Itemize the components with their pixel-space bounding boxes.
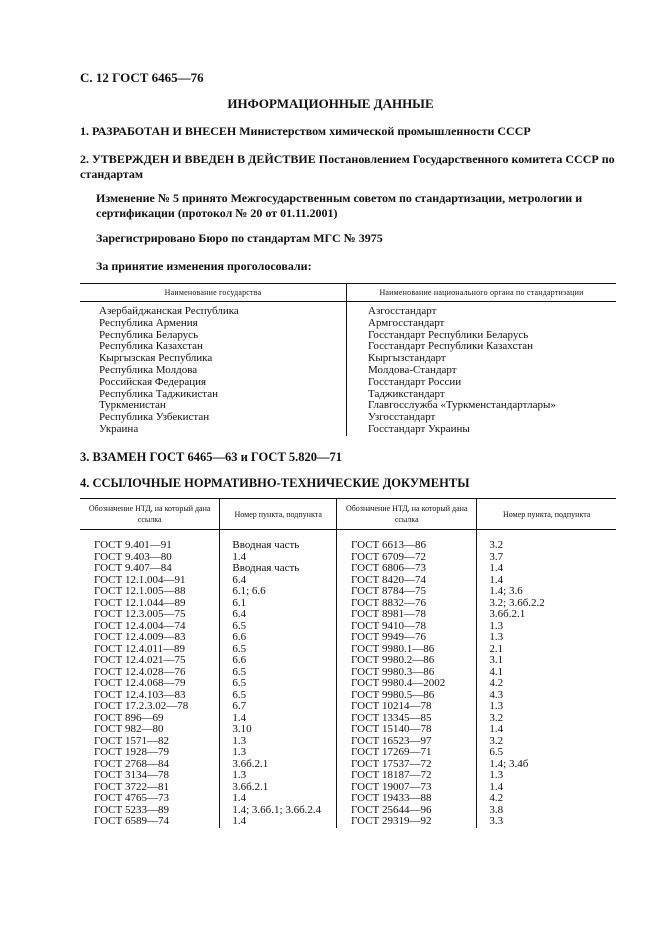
page-header: С. 12 ГОСТ 6465—76 [80, 70, 204, 85]
references-table [80, 498, 616, 828]
paragraph-2 [80, 152, 620, 182]
ref-document: ГОСТ 9949—76 [337, 632, 477, 644]
ref-document: ГОСТ 8420—74 [337, 575, 477, 587]
ref-item-number: 1.4 [489, 723, 504, 735]
paragraph-2-number: 2. [80, 152, 89, 166]
paragraph-2-lead: УТВЕРЖДЕН И ВВЕДЕН В ДЕЙСТВИЕ [92, 152, 316, 166]
ref-item-number: 6.7 [220, 701, 337, 713]
paragraph-1-text: Министерством химической промышленности СССР [236, 124, 531, 138]
voters-row [80, 365, 616, 377]
paragraph-1-number: 1. [80, 124, 89, 138]
ref-item-number: 3.2 [489, 539, 504, 551]
ref-document: ГОСТ 12.4.028—76 [80, 667, 220, 679]
state-name: Республика Беларусь [80, 330, 347, 342]
ref-item-number: 6.5 [220, 644, 337, 656]
section-3: 3. ВЗАМЕН ГОСТ 6465—63 и ГОСТ 5.820—71 [80, 450, 343, 464]
table-row [80, 793, 616, 805]
ref-document: ГОСТ 3722—81 [80, 782, 220, 794]
voters-table [80, 283, 616, 436]
ref-item-number: 3.2 [489, 711, 504, 724]
ref-document: ГОСТ 6709—72 [337, 552, 477, 564]
ref-item-number: 3.1 [489, 654, 504, 666]
registration-note: Зарегистрировано Бюро по стандартам МГС № 3975 [96, 231, 383, 245]
ref-document: ГОСТ 12.4.021—75 [80, 655, 220, 667]
state-name: Кыргызская Республика [80, 353, 347, 365]
ref-item-number: 6.6 [220, 632, 337, 644]
table-row [80, 747, 616, 759]
ref-item-number: 1.3 [220, 736, 337, 748]
standards-body-name: Таджикстандарт [368, 387, 445, 400]
ref-item-number: 1.3 [220, 770, 337, 782]
voters-row [80, 318, 616, 330]
ref-document: ГОСТ 12.4.103—83 [80, 690, 220, 702]
ref-item-number: 6.5 [489, 746, 504, 758]
standards-body-name: Госстандарт Республики Беларусь [368, 328, 529, 341]
voters-header-state: Наименование государства [80, 284, 347, 302]
ref-item-number: 3.10 [220, 724, 337, 736]
ref-item-number: 6.1; 6.6 [220, 586, 337, 598]
ref-document: ГОСТ 1928—79 [80, 747, 220, 759]
ref-item-number: 1.3 [489, 700, 504, 712]
ref-item-number: 4.2 [489, 792, 504, 804]
ref-document: ГОСТ 9.403—80 [80, 552, 220, 564]
standards-body-name: Азгосстандарт [368, 305, 437, 317]
ref-document: ГОСТ 9.401—91 [80, 530, 220, 552]
table-row [80, 609, 616, 621]
state-name: Республика Узбекистан [80, 412, 347, 424]
state-name: Республика Армения [80, 318, 347, 330]
ref-document: ГОСТ 29319—92 [337, 816, 477, 828]
state-name: Республика Молдова [80, 365, 347, 377]
ref-item-number: 4.2 [489, 677, 504, 689]
table-row [80, 586, 616, 598]
ref-document: ГОСТ 12.1.005—88 [80, 586, 220, 598]
ref-document: ГОСТ 5233—89 [80, 805, 220, 817]
paragraph-2-text: Постановлением Государственного комитета СССР по стандартам [80, 152, 615, 181]
ref-document: ГОСТ 8832—76 [337, 598, 477, 610]
ref-item-number: 1.4 [489, 562, 504, 574]
state-name: Туркменистан [80, 400, 347, 412]
voters-row [80, 424, 616, 436]
ref-document: ГОСТ 6613—86 [337, 530, 477, 552]
ref-document: ГОСТ 12.4.009—83 [80, 632, 220, 644]
standards-body-name: Госстандарт Республики Казахстан [368, 340, 534, 353]
ref-item-number: 6.4 [220, 575, 337, 587]
section-title: ИНФОРМАЦИОННЫЕ ДАННЫЕ [227, 96, 434, 111]
ref-header-doc-1: Обозначение НТД, на который дана ссылка [80, 499, 220, 530]
ref-item-number: 1.3 [489, 619, 504, 632]
ref-document: ГОСТ 896—69 [80, 713, 220, 725]
ref-document: ГОСТ 9980.2—86 [337, 655, 477, 667]
table-row [80, 632, 616, 644]
ref-document: ГОСТ 13345—85 [337, 713, 477, 725]
ref-item-number: 1.4 [220, 713, 337, 725]
ref-item-number: 6.5 [220, 678, 337, 690]
ref-item-number: 1.3 [220, 747, 337, 759]
voters-row [80, 302, 616, 318]
ref-document: ГОСТ 18187—72 [337, 770, 477, 782]
ref-document: ГОСТ 17269—71 [337, 747, 477, 759]
ref-document: ГОСТ 12.4.068—79 [80, 678, 220, 690]
ref-document: ГОСТ 12.1.044—89 [80, 598, 220, 610]
ref-item-number: 6.1 [220, 598, 337, 610]
ref-item-number: 6.5 [220, 667, 337, 679]
ref-item-number: 1.4 [220, 793, 337, 805]
ref-item-number: 4.3 [489, 688, 504, 701]
ref-document: ГОСТ 6589—74 [80, 816, 220, 828]
change-note: Изменение № 5 принято Межгосударственным советом по стандартизации, метрологии и сертификации (протокол № 20 от 01.11.2001) [96, 191, 583, 220]
table-row [80, 724, 616, 736]
ref-document: ГОСТ 25644—96 [337, 805, 477, 817]
ref-item-number: 1.4 [220, 816, 337, 828]
ref-document: ГОСТ 9980.4—2002 [337, 678, 477, 690]
ref-item-number: 3.6б.2.1 [220, 782, 337, 794]
table-row [80, 563, 616, 575]
ref-item-number: 3.2; 3.6б.2.2 [489, 596, 545, 609]
ref-header-doc-2: Обозначение НТД, на который дана ссылка [337, 499, 477, 530]
ref-item-number: 1.4 [489, 780, 504, 793]
ref-document: ГОСТ 16523—97 [337, 736, 477, 748]
ref-document: ГОСТ 17.2.3.02—78 [80, 701, 220, 713]
ref-item-number: 1.4 [220, 552, 337, 564]
state-name: Российская Федерация [80, 377, 347, 389]
ref-item-number: 1.3 [489, 631, 504, 643]
ref-item-number: 1.3 [489, 769, 504, 781]
state-name: Республика Казахстан [80, 341, 347, 353]
state-name: Азербайджанская Республика [80, 302, 347, 318]
voters-header-body: Наименование национального органа по стандартизации [347, 284, 617, 302]
ref-document: ГОСТ 12.3.005—75 [80, 609, 220, 621]
ref-document: ГОСТ 9.407—84 [80, 563, 220, 575]
ref-document: ГОСТ 12.4.011—89 [80, 644, 220, 656]
table-row [80, 816, 616, 828]
paragraph-1 [80, 124, 620, 139]
voters-row [80, 377, 616, 389]
ref-item-number: 3.6б.2.1 [489, 608, 526, 620]
state-name: Украина [80, 424, 347, 436]
ref-document: ГОСТ 8981—78 [337, 609, 477, 621]
ref-document: ГОСТ 2768—84 [80, 759, 220, 771]
ref-header-item-1: Номер пункта, подпункта [220, 499, 337, 530]
ref-document: ГОСТ 10214—78 [337, 701, 477, 713]
ref-document: ГОСТ 17537—72 [337, 759, 477, 771]
ref-item-number: 2.1 [489, 642, 504, 655]
ref-header-item-2: Номер пункта, подпункта [477, 499, 616, 530]
ref-item-number: 1.4; 3.6 [489, 585, 523, 597]
standards-body-name: Узгосстандарт [368, 411, 436, 424]
ref-document: ГОСТ 9980.5—86 [337, 690, 477, 702]
standards-body-name: Молдова-Стандарт [368, 363, 457, 376]
ref-document: ГОСТ 8784—75 [337, 586, 477, 598]
ref-item-number: 6.5 [220, 621, 337, 633]
standards-body-name: Госстандарт России [368, 375, 462, 388]
ref-item-number: Вводная часть [220, 563, 337, 575]
ref-item-number: 3.6б.2.1 [220, 759, 337, 771]
ref-document: ГОСТ 4765—73 [80, 793, 220, 805]
ref-document: ГОСТ 19433—88 [337, 793, 477, 805]
standards-body-name: Главгосслужба «Туркменстандартлары» [368, 399, 556, 412]
ref-item-number: Вводная часть [220, 530, 337, 552]
ref-document: ГОСТ 12.4.004—74 [80, 621, 220, 633]
ref-document: ГОСТ 9980.1—86 [337, 644, 477, 656]
ref-document: ГОСТ 6806—73 [337, 563, 477, 575]
table-row [80, 770, 616, 782]
standards-body-name: Кыргызстандарт [368, 352, 446, 365]
ref-document: ГОСТ 1571—82 [80, 736, 220, 748]
ref-item-number: 3.3 [489, 815, 504, 827]
ref-item-number: 3.7 [489, 550, 504, 563]
ref-item-number: 1.4; 3.6б.1; 3.6б.2.4 [220, 805, 337, 817]
ref-document: ГОСТ 19007—73 [337, 782, 477, 794]
ref-item-number: 3.8 [489, 803, 504, 816]
voters-row [80, 412, 616, 424]
ref-document: ГОСТ 12.1.004—91 [80, 575, 220, 587]
ref-item-number: 4.1 [489, 665, 504, 678]
standards-body-name: Госстандарт Украины [368, 422, 470, 435]
ref-item-number: 1.4; 3.4б [489, 757, 529, 770]
ref-item-number: 3.2 [489, 734, 504, 747]
ref-document: ГОСТ 3134—78 [80, 770, 220, 782]
table-row [80, 655, 616, 667]
ref-item-number: 6.6 [220, 655, 337, 667]
ref-document: ГОСТ 9980.3—86 [337, 667, 477, 679]
voted-label: За принятие изменения проголосовали: [96, 259, 312, 273]
table-row [80, 530, 616, 552]
ref-item-number: 6.4 [220, 609, 337, 621]
ref-document: ГОСТ 9410—78 [337, 621, 477, 633]
ref-document: ГОСТ 15140—78 [337, 724, 477, 736]
ref-item-number: 1.4 [489, 573, 504, 586]
section-4: 4. ССЫЛОЧНЫЕ НОРМАТИВНО-ТЕХНИЧЕСКИЕ ДОКУМЕНТЫ [80, 476, 470, 490]
state-name: Республика Таджикистан [80, 389, 347, 401]
ref-item-number: 6.5 [220, 690, 337, 702]
table-row [80, 678, 616, 690]
ref-document: ГОСТ 982—80 [80, 724, 220, 736]
standards-body-name: Армгосстандарт [368, 316, 445, 329]
paragraph-1-lead: РАЗРАБОТАН И ВНЕСЕН [92, 124, 237, 138]
table-row [80, 701, 616, 713]
